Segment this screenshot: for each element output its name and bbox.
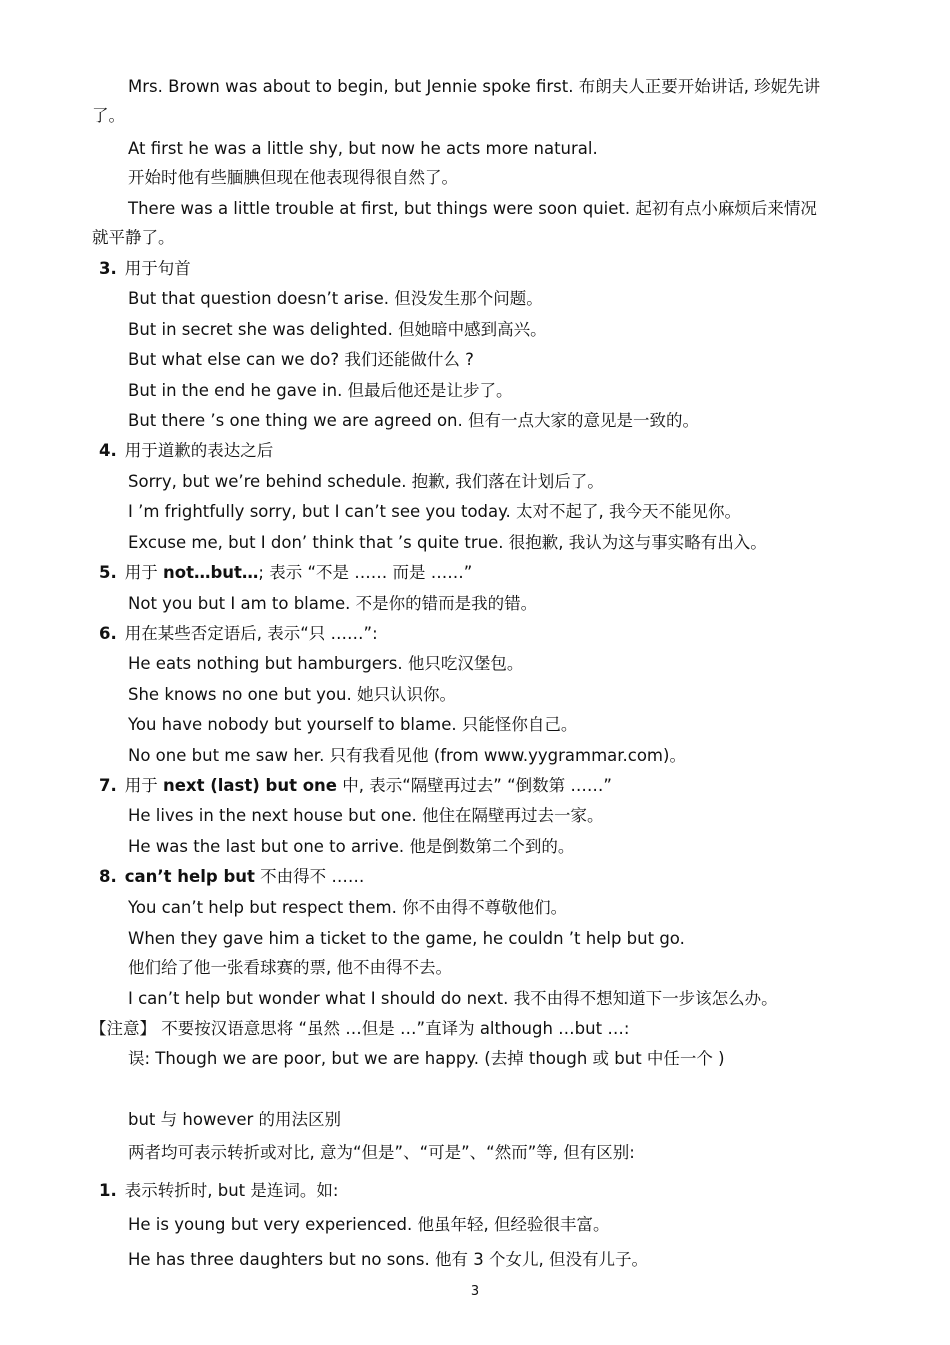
text-line: Mrs. Brown was about to begin, but Jennie spoke first. 布朗夫人正要开始讲话, 珍妮先讲	[128, 77, 821, 96]
example-line: You have nobody but yourself to blame. 只能怪你自己。	[128, 715, 578, 734]
text-line: There was a little trouble at first, but things were soon quiet. 起初有点小麻烦后来情况	[128, 199, 817, 218]
example-line: Sorry, but we’re behind schedule. 抱歉, 我们落在计划后了。	[128, 472, 604, 491]
section-heading: 1. 表示转折时, but 是连词。如:	[99, 1181, 339, 1200]
example-line: But in secret she was delighted. 但她暗中感到高兴。	[128, 320, 547, 339]
example-line: 他们给了他一张看球赛的票, 他不由得不去。	[128, 958, 452, 977]
example-line: No one but me saw her. 只有我看见他 (from www.yygrammar.com)。	[128, 746, 686, 765]
example-line: He lives in the next house but one. 他住在隔壁再过去一家。	[128, 806, 604, 825]
example-line: But in the end he gave in. 但最后他还是让步了。	[128, 381, 513, 400]
example-line: She knows no one but you. 她只认识你。	[128, 685, 456, 704]
example-line: He was the last but one to arrive. 他是倒数第二个到的。	[128, 837, 575, 856]
text-line: 就平静了。	[92, 228, 175, 247]
page-number: 3	[470, 1284, 480, 1299]
example-line: Not you but I am to blame. 不是你的错而是我的错。	[128, 594, 538, 613]
note-line: 【注意】 不要按汉语意思将 “虽然 …但是 …”直译为 although …but …:	[90, 1019, 630, 1038]
example-line: I ’m frightfully sorry, but I can’t see you today. 太对不起了, 我今天不能见你。	[128, 502, 742, 521]
text-line: 了。	[92, 106, 125, 125]
example-line: Excuse me, but I don’ think that ’s quite true. 很抱歉, 我认为这与事实略有出入。	[128, 533, 767, 552]
section-heading: 6. 用在某些否定语后, 表示“只 ……”:	[99, 624, 378, 643]
section-heading: 4. 用于道歉的表达之后	[99, 441, 274, 460]
section-heading: 7. 用于 next (last) but one 中, 表示“隔壁再过去” “倒数第 ……”	[99, 776, 612, 795]
example-line: You can’t help but respect them. 你不由得不尊敬他们。	[128, 898, 568, 917]
section-heading: 5. 用于 not…but…; 表示 “不是 …… 而是 ……”	[99, 563, 473, 582]
example-line: He is young but very experienced. 他虽年轻, 但经验很丰富。	[128, 1215, 610, 1234]
example-line: I can’t help but wonder what I should do next. 我不由得不想知道下一步该怎么办。	[128, 989, 778, 1008]
section-heading: 8. can’t help but 不由得不 ……	[99, 867, 365, 886]
example-line: But there ’s one thing we are agreed on. 但有一点大家的意见是一致的。	[128, 411, 699, 430]
example-line: He eats nothing but hamburgers. 他只吃汉堡包。	[128, 654, 524, 673]
example-line: 误: Though we are poor, but we are happy. (去掉 though 或 but 中任一个 )	[128, 1049, 725, 1068]
example-line: He has three daughters but no sons. 他有 3 个女儿, 但没有儿子。	[128, 1250, 648, 1269]
section-heading: 3. 用于句首	[99, 259, 191, 278]
text-line: 开始时他有些腼腆但现在他表现得很自然了。	[128, 168, 458, 187]
text-line: 两者均可表示转折或对比, 意为“但是”、“可是”、“然而”等, 但有区别:	[128, 1143, 635, 1162]
example-line: But that question doesn’t arise. 但没发生那个问题。	[128, 289, 543, 308]
example-line: But what else can we do? 我们还能做什么 ?	[128, 350, 474, 369]
text-line: At first he was a little shy, but now he acts more natural.	[128, 139, 598, 158]
example-line: When they gave him a ticket to the game, he couldn ’t help but go.	[128, 929, 685, 948]
subsection-title: but 与 however 的用法区别	[128, 1110, 342, 1129]
